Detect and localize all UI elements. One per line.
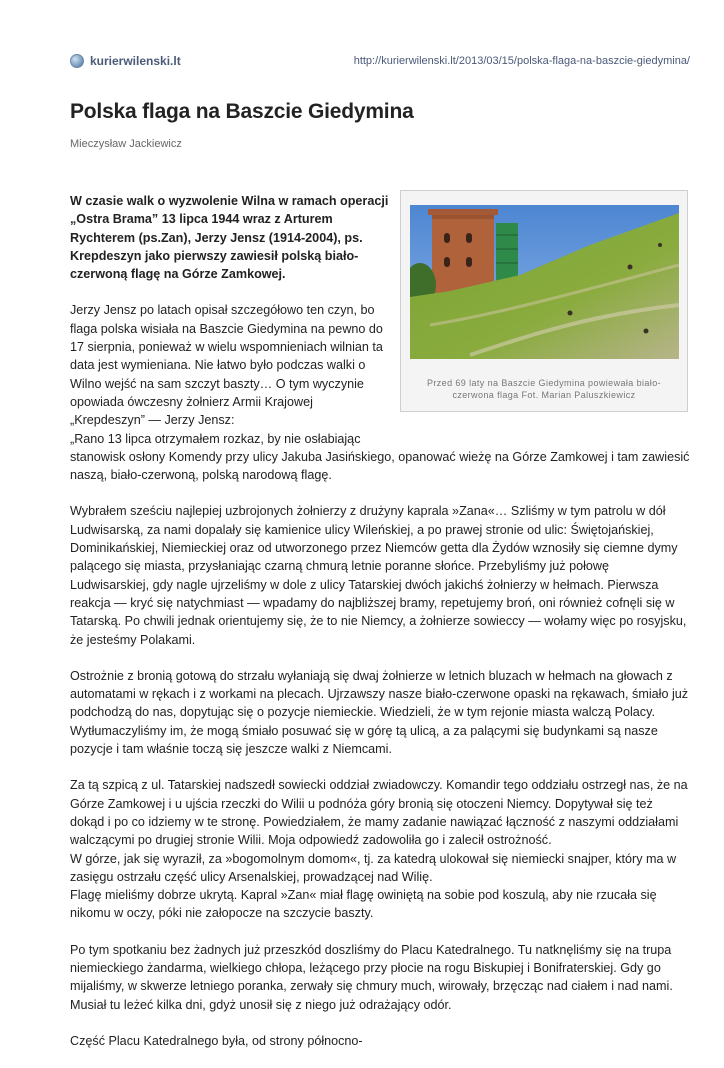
paragraph [70, 301, 390, 447]
paragraph: Część Placu Katedralnego była, od strony północno- [70, 1033, 363, 1048]
paragraph: Wybrałem sześciu najlepiej uzbrojonych żołnierzy z drużyny kaprala »Zana«… Szliśmy w tym patrolu w dół Ludwisarską, za nami dopalały się kamienice ulicy Wileńskiej, a po prawej stronie od ulic: Świętojańskiej, Dominikańskiej, Niemieckiej oraz od utworzonego przez Niemców getta dla Żydów wznosiły się ciemne dymy palącego się miasta, przysłaniając czarną chmurą letnie poranne słońce. Przebyliśmy już połowę Ludwisarskiej, gdy nagle ujrzeliśmy w dole z ulicy Tatarskiej dwóch jakichś żołnierzy w hełmach. Pierwsza reakcja — kryć się natychmiast — wpadamy do najbliższej bramy, repetujemy broń, oni również cofnęli się w Tatarską. Po chwili jednak orientujemy się, że to nie Niemcy, a żołnierze sowieccy — wołamy więc po rosyjsku, że jesteśmy Polakami. [70, 504, 687, 647]
paragraph-text: Jerzy Jensz po latach opisał szczegółowo ten czyn, bo flaga polska wisiała na Baszcie Giedymina na pewno do 17 sierpnia, ponieważ w wielu wspomnieniach wilnian ta data jest wymieniana. Nie łatwo było podczas walki o Wilno wejść na sam szczyt baszty… O tym wyczynie opowiada ówczesny żołnierz Armii Krajowej „Krepdeszyn” — Jerzy Jensz: [70, 303, 383, 428]
paragraph-text: Flagę mieliśmy dobrze ukrytą. Kapral »Zan« miał flagę owiniętą na sobie pod koszulą, aby nie rzucała się nikomu w oczy, póki nie załopocze na szczycie baszty. [70, 888, 657, 921]
site-name[interactable]: kurierwilenski.lt [90, 54, 181, 68]
article-lead: W czasie walk o wyzwolenie Wilna w ramach operacji „Ostra Brama” 13 lipca 1944 wraz z Arturem Rychterem (ps.Zan), Jerzy Jensz (1914-2004), ps. Krepdeszyn jako pierwszy zawiesił polską biało-czerwoną flagę na Górze Zamkowej. [70, 194, 389, 282]
page-header [70, 54, 690, 72]
article-author: Mieczysław Jackiewicz [70, 138, 182, 150]
article-title: Polska flaga na Baszcie Giedymina [70, 100, 414, 123]
figure-caption: Przed 69 laty na Baszcie Giedymina powiewała biało-czerwona flaga Fot. Marian Paluszkiewicz [426, 378, 661, 400]
paragraph-text: W górze, jak się wyraził, za »bogomolnym domom«, tj. za katedrą ulokował się niemiecki snajper, który ma w zasięgu ostrzału część ulicy Arsenalskiej, prowadzącej nad Wilię. [70, 851, 677, 884]
paragraph [70, 776, 690, 922]
article-url[interactable]: http://kurierwilenski.lt/2013/03/15/polska-flaga-na-baszcie-giedymina/ [353, 55, 690, 67]
quote-start: „Rano 13 lipca otrzymałem rozkaz, by nie osłabiając [70, 431, 361, 446]
site-link[interactable] [70, 54, 181, 68]
paragraph: Po tym spotkaniu bez żadnych już przeszkód doszliśmy do Placu Katedralnego. Tu natknęliśmy się na trupa niemieckiego żandarma, wielkiego chłopa, leżącego przy płocie na rogu Biskupiej i Bonifraterskiej. Gdy go mijaliśmy, w skwerze letniego poranka, zerwały się chmury much, wirowały, brzęcząc nad ciałem i nad nami. Musiał tu leżeć kilka dni, gdyż unosił się z niego już odrażający odór. [70, 942, 673, 1012]
paragraph-text: Za tą szpicą z ul. Tatarskiej nadszedł sowiecki oddział zwiadowczy. Komandir tego oddziału ostrzegł nas, że na Górze Zamkowej i u ujścia rzeczki do Wilii u podnóża góry bronią się otoczeni Niemcy. Dopytywał się też dokąd i po co idziemy w te stronę. Powiedziałem, że mamy zadanie nawiązać łączność z naszymi oddziałami walczącymi po drugiej stronie Wilii. Moja odpowiedź zadowoliła go i zalecił ostrożność. [70, 778, 688, 848]
paragraph: Ostrożnie z bronią gotową do strzału wyłaniają się dwaj żołnierze w letnich bluzach w hełmach na głowach z automatami w rękach i z workami na plecach. Ujrzawszy nasze biało-czerwone opaski na rękawach, śmiało już podchodzą do nas, dopytując się o pozycje niemieckie. Wiedzieli, że w tym rejonie miasta walczą Polacy. Wytłumaczyliśmy im, że mogą śmiało posuwać się w górę tą ulicą, a za palącymi się budynkami są nasze pozycje i tam właśnie toczą się jeszcze walki z Niemcami. [70, 668, 689, 757]
paragraph: stanowisk osłony Komendy przy ulicy Jakuba Jasińskiego, opanować wieżę na Górze Zamkowej i tam zawiesić naszą, biało-czerwoną, polską narodową flagę. [70, 449, 690, 483]
article-body [70, 192, 690, 1068]
globe-icon [70, 54, 84, 68]
